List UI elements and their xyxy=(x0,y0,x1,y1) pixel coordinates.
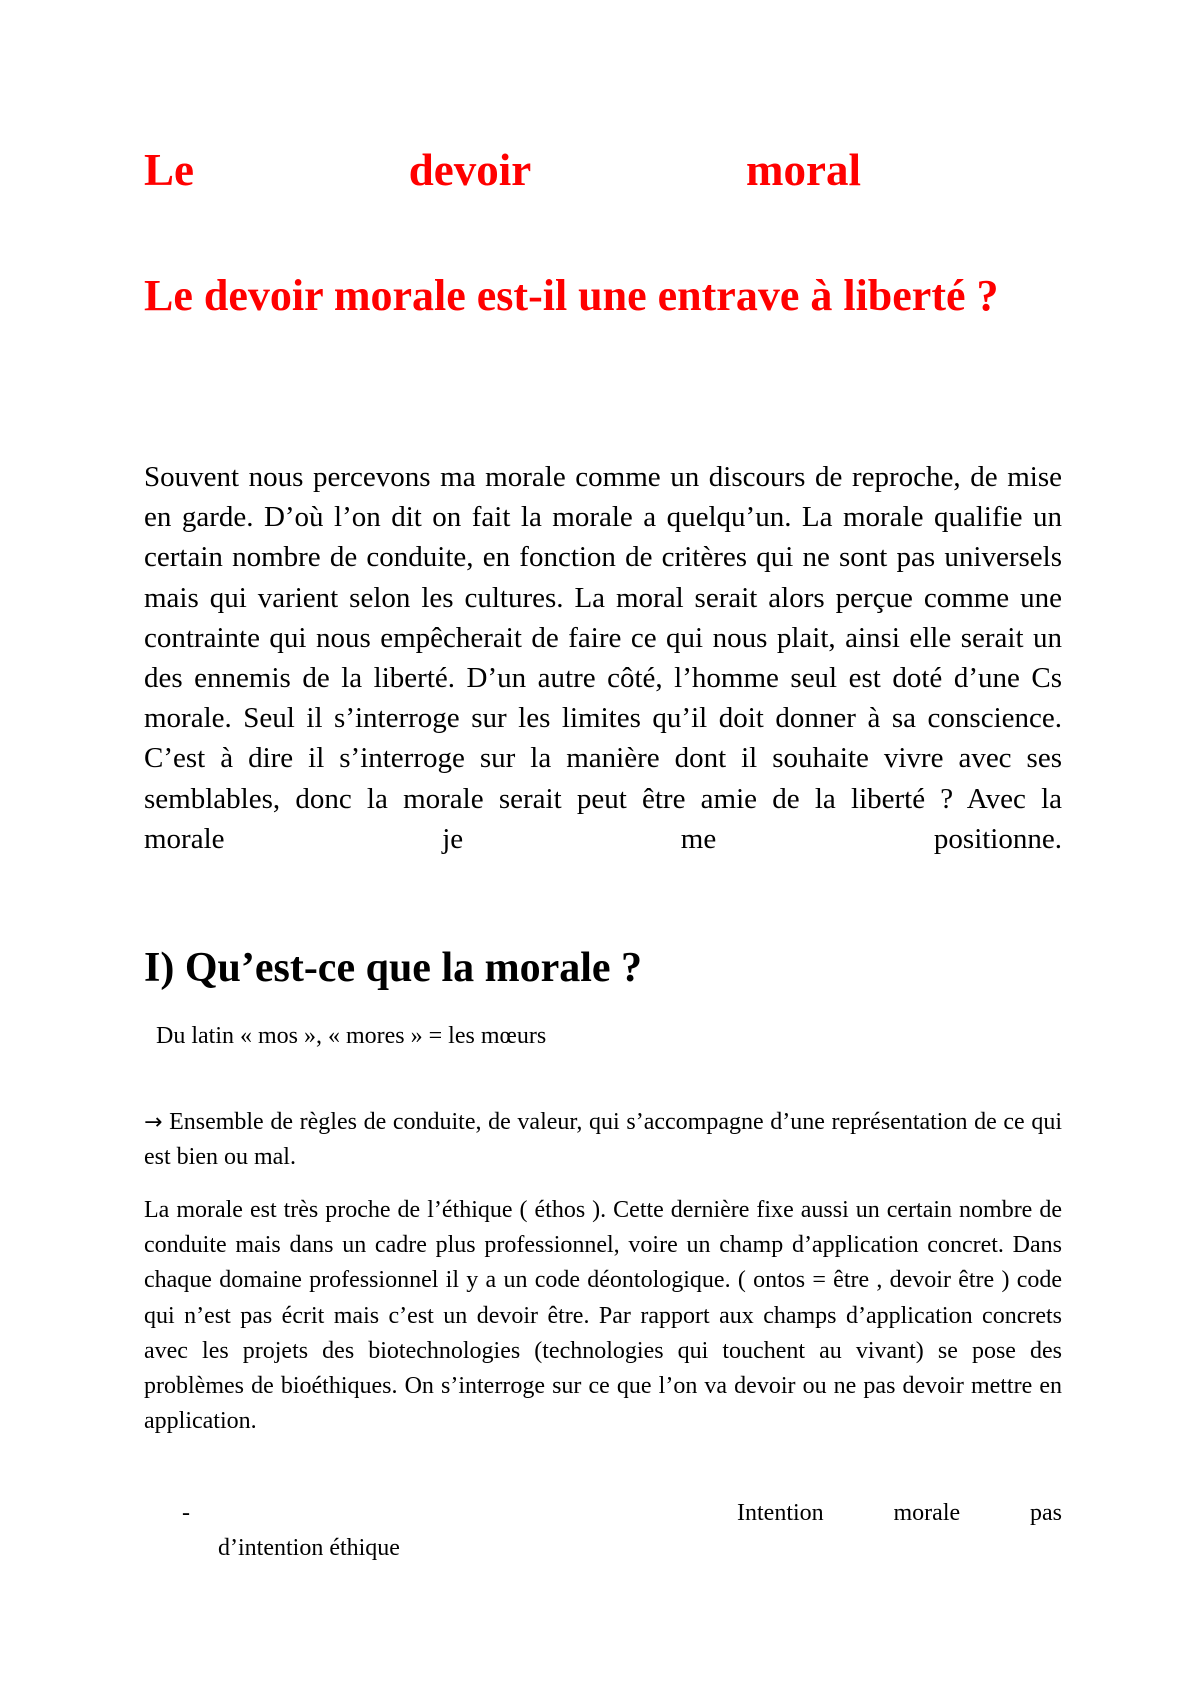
bullet-word: Intention xyxy=(737,1500,824,1526)
definition-paragraph xyxy=(144,1105,1062,1175)
intro-last-line xyxy=(144,819,1062,859)
section-heading: I) Qu’est-ce que la morale ? xyxy=(144,945,643,991)
intro-word: me xyxy=(680,822,717,855)
bullet-marker: - xyxy=(182,1500,190,1526)
bullet-first-line xyxy=(737,1496,1062,1531)
ethics-paragraph: La morale est très proche de l’éthique ( éthos ). Cette dernière fixe aussi un certain nombre de conduite mais dans un cadre plus professionnel, voire un champ d’application concret. Dans chaque domaine professionnel il y a un code déontologique. ( ontos = être , devoir être ) code qui n’est pas écrit mais c’est un devoir être. Par rapport aux champs d’application concrets avec les projets des biotechnologies (technologies qui touchent au vivant) se pose des problèmes de bioéthiques. On s’interroge sur ce que l’on va devoir ou ne pas devoir mettre en application. xyxy=(144,1197,1062,1435)
title-word: Le xyxy=(144,145,194,195)
title-word: moral xyxy=(746,145,861,195)
essay-question: Le devoir morale est-il une entrave à liberté ? xyxy=(144,271,999,320)
intro-word: je xyxy=(442,822,464,855)
etymology-note: Du latin « mos », « mores » = les mœurs xyxy=(156,1023,547,1049)
intro-paragraph xyxy=(144,457,1062,859)
intro-word: positionne. xyxy=(933,822,1062,855)
document-title xyxy=(144,143,861,197)
arrow-right-icon: → xyxy=(144,1110,163,1135)
bullet-word: morale xyxy=(893,1500,961,1526)
definition-text: Ensemble de règles de conduite, de valeur, qui s’accompagne d’une représentation de ce qui est bien ou mal. xyxy=(144,1109,1062,1170)
intro-body: Souvent nous percevons ma morale comme un discours de reproche, de mise en garde. D’où l’on dit on fait la morale a quelqu’un. La morale qualifie un certain nombre de conduite, en fonction de critères qui ne sont pas universels mais qui varient selon les cultures. La moral serait alors perçue comme une contrainte qui nous empêcherait de faire ce qui nous plait, ainsi elle serait un des ennemis de la liberté. D’un autre côté, l’homme seul est doté d’une Cs morale. Seul il s’interroge sur les limites qu’il doit donner à sa conscience. C’est à dire il s’interroge sur la manière dont il souhaite vivre avec ses semblables, donc la morale serait peut être amie de la liberté ? Avec la xyxy=(144,461,1062,815)
bullet-continuation: d’intention éthique xyxy=(218,1535,400,1561)
title-word: devoir xyxy=(408,145,532,195)
bullet-word: pas xyxy=(1029,1500,1062,1526)
intro-word: morale xyxy=(144,822,225,855)
